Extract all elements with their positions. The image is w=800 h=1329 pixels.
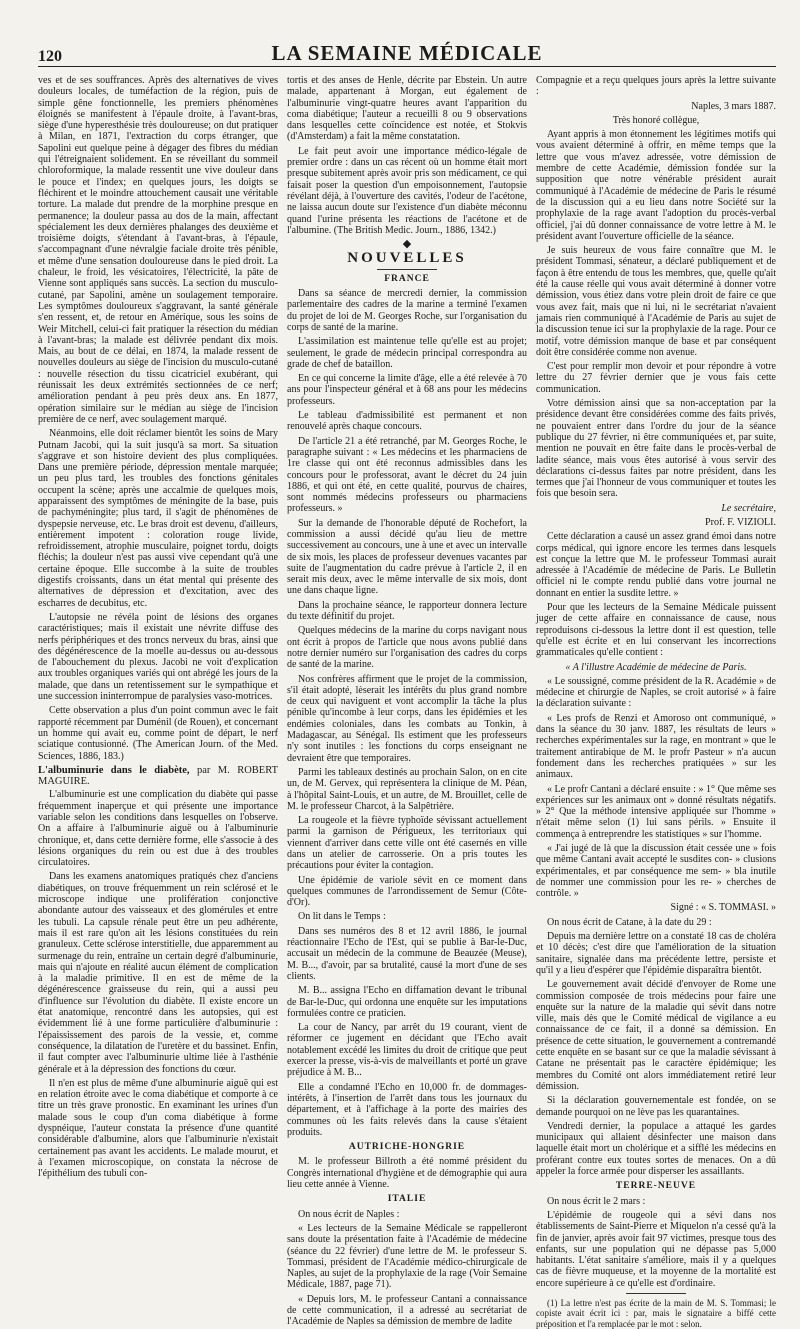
quote-heading: « A l'illustre Académie de médecine de Paris. [565, 661, 747, 673]
paragraph: L'autopsie ne révéla point de lésions des organes caractéristiques; mais il existait une névrite diffuse des nerfs périphériques et des troncs nerveux du bras, ainsi que des dégénérescence de la moelle au-dessus ou au-dessous de l'abouchement du plexus. Jacobi ne voit d'explication aux troubles organiques variés qui ont abrégé les jours de la malade, que dans un retentissement sur le sympathique et une succession ininterrompue de paralysies vaso-motrices. [38, 611, 278, 703]
column-left [38, 75, 278, 1180]
news-item: Le tableau d'admissibilité est permanent et non renouvelé après chaque concours. [287, 410, 527, 433]
news-heading: NOUVELLES [347, 250, 467, 267]
news-item: Dans sa séance de mercredi dernier, la commission parlementaire des cadres de la marine a terminé l'examen du projet de loi de M. Georges Roche, sur l'organisation du corps de santé de la marine. [287, 288, 527, 333]
section-title: L'albuminurie dans le diabète, [38, 764, 190, 776]
paragraph: L'albuminurie est une complication du diabète qui passe fréquemment inaperçue et qui présente une importance variable selon les conditions dans lesquelles on l'observe. On a affaire à l'albuminurie aiguë ou à l'albuminurie chronique, et, dans cette dernière forme, elle s'associe à des lésions organiques du rein ou est due à des troubles circulatoires. [38, 789, 278, 869]
paragraph: Compagnie et a reçu quelques jours après la lettre suivante : [536, 75, 776, 98]
news-item: On nous écrit de Naples : [298, 1208, 400, 1220]
country-heading-france: FRANCE [384, 273, 430, 284]
paragraph: Dans les examens anatomiques pratiqués chez d'anciens diabétiques, on trouve fréquemment un rein sclérosé et le microscope indique une prolifération conjonctive abondante autour des vaisseaux et des glomérules et entre les tubuli. La capsule rénale peut être un peu adhérente, mais il est rare qu'on ait les lésions constituées du rein granuleux. Cette sclérose interstitielle, due apparemment au surmenage du rein, entraîne un certain degré d'albuminurie, mais qui n'ajoute en réalité aucun élément de complication à la maladie primitive. Il en est de même de la dégénérescence graisseuse du rein, qui a aussi peu d'influence sur l'évolution du diabète. Il existe encore un état anatomique, rencontré dans les autopsies, qui est évidemment lié à une forme particulière d'albuminurie : l'épaississement des parois de la vessie, et, comme conséquence, la dilatation de l'uretère et du bassinet. Enfin, il faut compter avec l'albuminurie ultime liée à l'asthénie générale et à la dépression des fonctions du cœur. [38, 871, 278, 1075]
paragraph: Ayant appris à mon étonnement les légitimes motifs qui vous avaient déterminé à offrir, en même temps que la lettre que vous m'avez adressée, votre démission de membre de cette Académie, démission fondée sur la supposition que notre vénérable président aurait communiqué à l'Académie de médecine de Paris le résumé de la discussion qui a eu lieu dans notre Société sur la prophylaxie de la rage avant l'adoption du procès-verbal officiel, j'ai dû donner connaissance de votre lettre à M. le président avant l'ouverture officielle de la séance. [536, 129, 776, 242]
news-item: On nous écrit le 2 mars : [547, 1195, 646, 1207]
news-item: M. B... assigna l'Echo en diffamation devant le tribunal de Bar-le-Duc, qui ordonna une enquête sur les imputations formulées contre ce praticien. [287, 985, 527, 1019]
paragraph: Néanmoins, elle doit réclamer bientôt les soins de Mary Putnam Jacobi, qui la suit jusqu'à sa mort. Sa situation s'aggrave et son histoire devient des plus compliquées. Dans une première période, dépression mentale marquée; un peu plus tard, les troubles des fonctions génitales occupent la scène; après une accalmie de quelques mois, apparaissent des symptômes de méningite de la base, puis de pachyméningite; plus tard, il s'agit de phénomènes de dyspepsie nerveuse, etc. Le bras droit est devenu, d'ailleurs, entièrement impotent : coloration rouge livide, refroidissement, atrophie musculaire, poignet tordu, doigts fléchis; la douleur n'est pas aussi vive cependant qu'à une certaine époque. Elle succombe à la suite de troubles digestifs croissants, dans un état mental qui présente des alternatives de dépression et d'excitation, avec des escharres de decubitus, etc. [38, 428, 278, 609]
page-header [38, 36, 776, 67]
paragraph: Pour que les lecteurs de la Semaine Médicale puissent juger de cette affaire en connaissance de cause, nous reproduisons ci-dessous la lettre dont il est question, telle qu'elle est écrite et en lui conservant les incorrections grammaticales qu'elle contient : [536, 602, 776, 659]
text-columns [38, 75, 776, 1329]
journal-title: LA SEMAINE MÉDICALE [271, 41, 543, 65]
news-item: Parmi les tableaux destinés au prochain Salon, on en cite un, de M. Gervex, qui représentera la clinique de M. Péan, à l'hôpital Saint-Louis, et un autre, de M. Brouillet, celle de M. le professeur Charcot, à la Salpêtrière. [287, 766, 527, 812]
news-item: En ce qui concerne la limite d'âge, elle a été relevée à 70 ans pour l'inspecteur général et à 68 ans pour les médecins professeurs. [287, 373, 527, 407]
news-item: Quelques médecins de la marine du corps navigant nous ont écrit à propos de l'article que nous avons publié dans notre dernier numéro sur l'organisation des cadres du corps de santé de la marine. [287, 625, 527, 671]
divider [377, 269, 437, 270]
paragraph: Cette observation a plus d'un point commun avec le fait rapporté récemment par Duménil (de Rouen), et concernant un homme qui avait eu, comme point de départ, le nerf sciatique contusionné. (The American Journ. of the Med. Sciences, 1886, 183.) [38, 705, 278, 762]
letter-date: Naples, 3 mars 1887. [691, 100, 776, 112]
news-item: Dans ses numéros des 8 et 12 avril 1886, le journal réactionnaire l'Echo de l'Est, qui se publie à Bar-le-Duc, accusait un médecin de la commune de Beauzée (Meuse), M. B..., d'avoir, par sa brutalité, causé la mort d'une de ses clients. [287, 925, 527, 982]
quoted-paragraph: « Les profs de Renzi et Amoroso ont communiqué, » dans la séance du 30 janv. 1887, les résultats de leurs » recherches expérimentales sur la rage, en montrant » que le traitement antirabique de M. le profr Pasteur » n'a aucun fondement dans les recherches pratiquées » sur les animaux. [536, 712, 776, 781]
divider [626, 1293, 686, 1294]
paragraph: tortis et des anses de Henle, décrite par Ebstein. Un autre malade, appartenant à Morgan, eut également de l'albuminurie vingt-quatre heures avant l'apparition du coma diabétique; l'auteur a recueilli 8 ou 9 observations dans lesquelles cette coïncidence est notée, et Stokvis (d'Amsterdam) a fait la même constatation. [287, 75, 527, 143]
quoted-paragraph: « Le profr Cantani a déclaré ensuite : » 1° Que même ses expériences sur les animaux ont » donné résultats négatifs. » 2° Que la méthode intensive appliquée sur l'homme » n'était même selon (1) lui sans périls. » Ensuite il commença à entreprendre les statistiques » sur l'homme. [536, 783, 776, 840]
news-item: Si la déclaration gouvernementale est fondée, on se demande pourquoi on ne lève pas les quarantaines. [536, 1095, 776, 1118]
paragraph: C'est pour remplir mon devoir et pour répondre à votre lettre du 27 février dernier que je vous fais cette communication. [536, 361, 776, 395]
paragraph: Votre démission ainsi que sa non-acceptation par la présidence devant être considérées comme des faits privés, ne pouvaient entrer dans l'ordre du jour de la séance publique du 27 février, ni être communiquées et, par suite, mention ne pouvait en être faite dans le procès-verbal de ladite séance, mais vous êtes autorisé à vous servir des déclarations ci-dessus faites par notre président, dans les termes que j'ai l'honneur de vous communiquer et toutes les fois que besoin sera. [536, 398, 776, 500]
news-item: Sur la demande de l'honorable député de Rochefort, la commission a aussi décidé qu'au lieu de mettre successivement au concours, une à une et avec un intervalle de six mois, les places de professeur devenues vacantes par suite de l'augmentation du cadre prévue à l'article 2, il en serait mis deux, avec le même intervalle de six mois, dont une dans chaque ligne. [287, 517, 527, 597]
country-heading-newfoundland: TERRE-NEUVE [615, 1181, 697, 1192]
paragraph: Cette déclaration a causé un assez grand émoi dans notre corps médical, qui ignore encore les termes dans lesquels est conçue la lettre que M. le professeur Tommasi aurait adressée à l'Académie de médecine de Paris. Le Bulletin officiel ni le compte rendu publié dans votre journal ne donnant en entier la susdite lettre. » [536, 531, 776, 599]
news-item: Elle a condamné l'Echo en 10,000 fr. de dommages-intérêts, à l'insertion de l'arrêt dans tous les journaux du département, et à l'affichage à la porte des mairies des communes où les faits relevés dans la cause s'étaient produits. [287, 1081, 527, 1138]
column-middle [287, 75, 527, 1328]
footnote: (1) La lettre n'est pas écrite de la main de M. S. Tommasi; le copiste avait écrit ici : par, mais le signataire a biffé cette préposition et l'a remplacée par le mot : selon. [536, 1297, 776, 1329]
news-item: On lit dans le Temps : [298, 911, 386, 923]
signature-name: Prof. F. VIZIOLI. [705, 516, 776, 528]
news-item: La cour de Nancy, par arrêt du 19 courant, vient de réformer ce jugement en décidant que l'Echo avait notablement excédé les limites du droit de critique que peut exercer la presse, vis-à-vis de malveillants et porté un grave préjudice à M. B... [287, 1022, 527, 1079]
news-item: « Depuis lors, M. le professeur Cantani a connaissance de cette communication, il a adressé au secrétariat de l'Académie de Naples sa démission de membre de ladite [287, 1293, 527, 1328]
country-heading-italy: ITALIE [387, 1194, 427, 1205]
paragraph: Je suis heureux de vous faire connaître que M. le président Tommasi, sénateur, a déclaré publiquement et de façon à être entendu de tous les membres, que, quelle qu'ait été la cause réelle qui vous avait déterminé à donner votre démission, vous étiez dans votre plein droit de faire ce que vous avez fait, mais que ni lui, ni le secrétariat n'avaient jamais rien communiqué à l'Académie de Paris au sujet de la discussion tenue ici sur la prophylaxie de la rage. Pour ce motif, votre démission manque de base et par conséquent doit être considérée comme non avenue. [536, 245, 776, 358]
news-item: Dans la prochaine séance, le rapporteur donnera lecture du texte définitif du projet. [287, 599, 527, 623]
column-right [536, 75, 776, 1329]
section-author: par M. ROBERT MAGUIRE. [38, 764, 278, 788]
news-item: La rougeole et la fièvre typhoïde sévissant actuellement parmi la garnison de Périgueux, les territoriaux qui viennent d'arriver dans cette ville ont été casernés en ville dans un atelier de carrosserie. On a pris toutes les précautions pour éviter la contagion. [287, 815, 527, 872]
news-item: On nous écrit de Catane, à la date du 29 : [547, 916, 712, 928]
news-item: Vendredi dernier, la populace a attaqué les gardes municipaux qui allaient désinfecter une maison dans laquelle était mort un cholérique et a sifflé les médecins en proférant contre eux toutes sortes de menaces. On a dû appeler la force armée pour disperser les assaillants. [536, 1120, 776, 1178]
news-item: Une épidémie de variole sévit en ce moment dans quelques communes de l'arrondissement de Semur (Côte-d'Or). [287, 874, 527, 909]
news-item: Depuis ma dernière lettre on a constaté 18 cas de choléra et 10 décès; c'est dire que l'amélioration de la situation sanitaire, signalée dans ma précédente lettre, persiste et qu'il y a lieu d'espérer que l'épidémie disparaîtra bientôt. [536, 931, 776, 976]
paragraph: ves et de ses souffrances. Après des alternatives de vives douleurs locales, de tuméfaction de la région, puis de simple gêne fonctionnelle, les premiers phénomènes éloignés se manifestent à l'épaule droite, à l'avant-bras, siège d'une hyperesthésie très douloureuse; on dut pratiquer à Milan, en 1871, l'extraction du corps étranger, que Sapolini eut quelque peine à dégager des fibres du médian qui l'étreignaient solidement. En se réveillant du sommeil chloroformique, la malade ressentit une vive douleur dans le pouce et l'index; en quelques jours, les doigts se fléchirent et le moindre attouchement causait une véritable torture. La malade dut prendre de la morphine presque en permanence; la douleur passa au dos de la main, affectant spécialement les deux dernières phalanges des deuxième et troisième doigts, s'étendant à l'avant-bras, à l'épaule, s'accompagnant d'une névralgie faciale droite très pénible, et même d'une sensation douloureuse dans le pied droit. La chaleur, le froid, les vésicatoires, l'électricité, la pâte de Vienne sont appliqués sans succès. La section du musculo-cutané, par Sapolini, amène un soulagement temporaire. Les symptômes douloureux s'aggravant, la santé générale s'en ressent, et, de retour en Amérique, sous les soins de Weir Mitchell, celui-ci fait pratiquer la résection du médian à l'avant-bras; la malade est délivrée pendant dix mois. Mais, au bout de ce délai, en 1874, la malade ressent de nouvelles douleurs au siège de l'incision du musculo-cutané : nouvelle résection du tissu cicatriciel exubérant, qui réunissait les deux extrémités sectionnées de ce nerf; amélioration pendant à peu près deux ans. En 1877, opération similaire sur le médian au siège de l'incision première de ce nerf, avec soulagement marqué. [38, 75, 278, 425]
news-item: L'assimilation est maintenue telle qu'elle est au projet; seulement, le grade de médecin principal correspondra au grade de chef de bataillon. [287, 336, 527, 370]
news-item: L'épidémie de rougeole qui a sévi dans nos établissements de Saint-Pierre et Miquelon n'a cessé qu'à la fin de janvier, après avoir fait 97 victimes, presque tous des enfants, sur une population qui ne dépasse pas 5,000 habitants. L'état sanitaire s'améliore, mais il y a quelques cas de fièvre muqueuse, et la moyenne de la mortalité est encore supérieure à ce qu'elle est d'ordinaire. [536, 1209, 776, 1289]
ornament-divider: ◆ [402, 238, 412, 251]
quoted-paragraph: « J'ai jugé de là que la discussion était cessée une » fois que même Cantani avait accepté le susdites con- » clusions expérimentales, et par conséquence me sem- » bla inutile de nommer une commission pour les re- » cherches de contrôle. » [536, 843, 776, 900]
paragraph: Il n'en est plus de même d'une albuminurie aiguë qui est en relation étroite avec le coma diabétique et comporte à ce titre un très grave pronostic. En examinant les urines d'un malade sous le coup d'un coma diabétique à forme dyspnéique, l'auteur constata la présence d'une quantité considérable d'albumine, alors que l'albuminurie n'existait certainement pas avant les accidents. Le malade mourut, et à l'examen microscopique, on constata la nécrose de l'épithélium des tubuli con- [38, 1077, 278, 1180]
letter-salutation: Très honoré collègue, [612, 114, 700, 126]
section-heading [38, 765, 278, 788]
news-item: M. le professeur Billroth a été nommé président du Congrès international d'hygiène et de démographie qui aura lieu cette année à Vienne. [287, 1156, 527, 1191]
paragraph: Le fait peut avoir une importance médico-légale de premier ordre : dans un cas récent où un homme était mort presque subitement après avoir pris son médicament, ce qui faisait poser la question d'un empoisonnement, l'autopsie révélant déjà, à l'ouverture des cavités, l'odeur de l'acétone, ne laissa aucun doute sur l'existence d'un diabète méconnu quand l'urine présenta les réactions de l'acétone et de l'albumine. (The British Medic. Journ., 1886, 1342.) [287, 145, 527, 236]
country-heading-austria: AUTRICHE-HONGRIE [348, 1142, 466, 1153]
news-item: De l'article 21 a été retranché, par M. Georges Roche, le paragraphe suivant : « Les médecins et les pharmaciens de 1re classe qui ont été reconnus admissibles dans les concours pour le professorat, avant le décret du 24 juin 1886, et qui ont été, en cette qualité, pourvus de chaires, sont nommés médecins professeurs ou pharmaciens professeurs. » [287, 435, 527, 515]
page-number: 120 [38, 48, 62, 65]
quoted-paragraph: « Le soussigné, comme président de la R. Académie » de médecine et chirurgie de Naples, se croit autorisé » à faire la déclaration suivante : [536, 675, 776, 710]
quote-signature: Signé : « S. TOMMASI. » [670, 902, 776, 914]
signature-title: Le secrétaire, [721, 502, 776, 514]
news-item: Nos confrères affirment que le projet de la commission, s'il était adopté, lèserait les intérêts du plus grand nombre de ceux qui naviguent et vont accomplir la tâche la plus pénible qu'incombe à leur corps, dans les épidémies et les endémies coloniales, dans les combats au Tonkin, à Madagascar, au Sénégal. Ils estiment que les professeurs n'y sont inutiles : les fonctions du corps enseignant ne devraient être que temporaires. [287, 673, 527, 764]
news-item: « Les lecteurs de la Semaine Médicale se rappelleront sans doute la présentation faite à l'Académie de médecine (séance du 22 février) d'une lettre de M. le professeur S. Tommasi, président de l'Académie médico-chirurgicale de Naples, au sujet de la prophylaxie de la rage (Voir Semaine Médicale, 1887, page 71). [287, 1222, 527, 1291]
news-item: Le gouvernement avait décidé d'envoyer de Rome une commission composée de trois médecins pour faire une enquête sur la nature de la maladie qui sévit dans notre ville, mais dès que le Comité médical de vigilance a eu connaissance de ce fait, il a donné sa démission. En présence de cette situation, le gouvernement a contremandé cette enquête en se basant sur ce que la maladie sévissant à Catane ne présentait pas le caractère épidémique; les membres du Comité ont alors immédiatement retiré leur démission. [536, 979, 776, 1092]
